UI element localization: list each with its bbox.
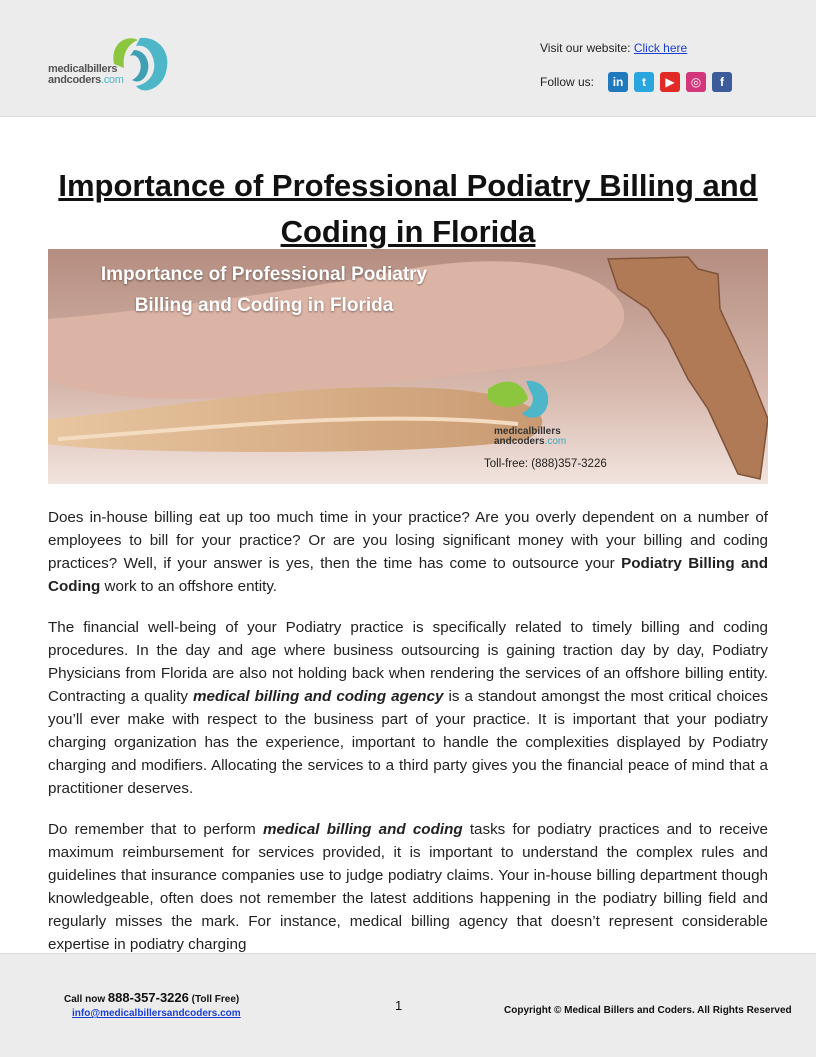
paragraph-3: Do remember that to perform medical billing and coding tasks for podiatry practices and to receive maximum reimbursement for services provided, it is important to understand the complex rules and guidelines that insurance companies use to judge podiatry claims. Your in-house billing department though knowledgeable, often does not remember the latest additions happening in the podiatry billing field and regularly misses the mark. For instance, medical billing agency that doesn’t represent considerable expertise in podiatry charging: [48, 821, 768, 953]
company-logo[interactable]: [48, 34, 173, 98]
footer-phone[interactable]: 888-357-3226: [107, 990, 189, 1005]
paragraph-2-emphasis: medical billing and coding agency: [193, 688, 444, 705]
paragraph-3-emphasis: medical billing and coding: [262, 821, 463, 838]
hero-logo-line-2: andcoders: [494, 436, 545, 447]
hero-tollfree: Toll-free: (888)357-3226: [484, 458, 607, 470]
facebook-icon[interactable]: f: [712, 72, 732, 92]
page-header: [0, 0, 816, 117]
hero-image: [48, 249, 768, 484]
page-footer: [0, 953, 816, 1057]
article-body: [48, 506, 768, 974]
paragraph-1-emphasis: Podiatry Billing and Coding: [48, 555, 768, 595]
footer-email-link[interactable]: info@medicalbillersandcoders.com: [72, 1008, 241, 1019]
hero-logo-wordmark: [494, 427, 566, 447]
social-bar: [540, 72, 732, 92]
hero-logo-line-1: medicalbillers: [494, 426, 561, 437]
footer-copyright: Copyright © Medical Billers and Coders. All Rights Reserved: [504, 1005, 792, 1016]
logo-suffix: .com: [100, 74, 124, 86]
instagram-icon[interactable]: ◎: [686, 72, 706, 92]
twitter-icon[interactable]: t: [634, 72, 654, 92]
page-number: 1: [395, 998, 403, 1013]
paragraph-1: Does in-house billing eat up too much time in your practice? Are you overly dependent on a number of employees to bill for your practice? Or are you losing significant money with your billing and coding practices? Well, if your answer is yes, then the time has come to outsource your Podiatry Billing and Coding work to an offshore entity.: [48, 509, 768, 595]
youtube-icon[interactable]: ▶: [660, 72, 680, 92]
visit-label: Visit our website:: [540, 41, 631, 55]
page-title: Importance of Professional Podiatry Billing and Coding in Florida: [58, 167, 758, 249]
logo-wordmark: [48, 64, 124, 86]
footer-toll-free: (Toll Free): [188, 994, 240, 1005]
follow-label: Follow us:: [540, 75, 595, 89]
hero-title: [84, 259, 444, 321]
footer-call: [64, 990, 239, 1005]
hero-logo-suffix: .com: [544, 436, 567, 447]
logo-line-1: medicalbillers: [48, 63, 118, 75]
visit-website: [540, 41, 687, 55]
hero-title-line-2: Billing and Coding in Florida: [134, 295, 394, 316]
website-link[interactable]: Click here: [633, 41, 688, 55]
hero-title-line-1: Importance of Professional Podiatry: [100, 264, 428, 285]
paragraph-2: The financial well-being of your Podiatry practice is specifically related to timely billing and coding procedures. In the day and age where business outsourcing is gaining traction day by day, Podiatry Physicians from Florida are also not holding back when rendering the services of an offshore billing entity. Contracting a quality medical billing and coding agency is a standout amongst the most critical choices you’ll ever make with respect to the business part of your practice. It is important that your podiatry charging organization has the experience, important to handle the complexities displayed by Podiatry charging and modifiers. Allocating the services to a third party gives you the financial peace of mind that a practitioner deserves.: [48, 619, 769, 797]
logo-line-2: andcoders: [48, 74, 101, 86]
footer-call-prefix: Call now: [64, 994, 108, 1005]
linkedin-icon[interactable]: in: [608, 72, 628, 92]
